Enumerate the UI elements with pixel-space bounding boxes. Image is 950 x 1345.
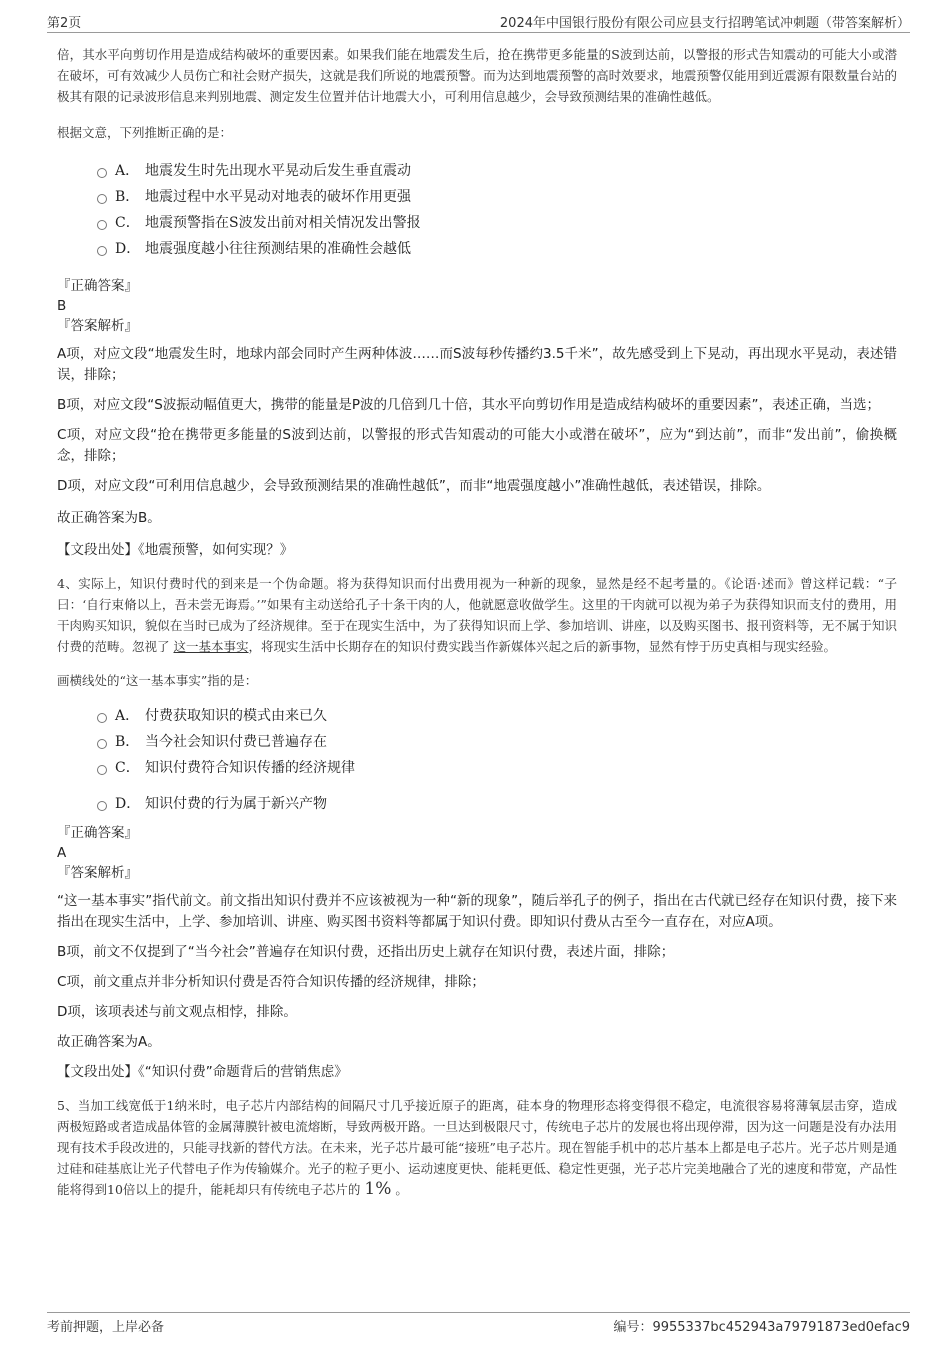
q4-analysis-intro: “这一基本事实”指代前文。前文指出知识付费并不应该被视为一种“新的现象”，随后举孔子的例子，指出在古代就已经存在知识付费，接下来指出在现实生活中，上学、参加培训、讲座、购买图书资料等都属于知识付费。即知识付费从古至今一直存在，对应A项。 (57, 893, 897, 930)
q3-options (57, 158, 897, 262)
q4-option-d[interactable] (57, 791, 897, 817)
q4-option-a[interactable] (57, 703, 897, 729)
q4-analysis-label: 『答案解析』 (57, 865, 138, 881)
q4-answer-label: 『正确答案』 (57, 825, 138, 841)
q5-passage-text: 5、当加工线宽低于1纳米时，电子芯片内部结构的间隔尺寸几乎接近原子的距离，硅本身的物理形态将变得很不稳定，电流很容易将薄氧层击穿，造成两极短路或者造成晶体管的金属薄膜针被电流熔断，导致两极开路。一旦达到极限尺寸，传统电子芯片的发展也将出现停滞，因为这一问题是没有办法用现有技术手段改进的，只能寻找新的替代方法。在未来，光子芯片最可能“接班”电子芯片。现在智能手机中的芯片基本上都是电子芯片。光子芯片则是通过硅和硅基底让光子代替电子作为传输媒介。光子的粒子更小、运动速度更快、能耗更低、稳定性更强，光子芯片完美地融合了光的速度和带宽，产品性能将得到10倍以上的提升，能耗却只有传统电子芯片的 (57, 1098, 897, 1197)
q3-option-b[interactable] (57, 184, 897, 210)
q4-analysis-d: D项，该项表述与前文观点相悖，排除。 (57, 1004, 297, 1020)
q4-analysis-c: C项，前文重点并非分析知识付费是否符合知识传播的经济规律，排除； (57, 974, 485, 990)
radio-button[interactable] (97, 739, 107, 749)
q4-passage (57, 573, 897, 657)
page-content (57, 44, 897, 1200)
q3-answer-label: 『正确答案』 (57, 278, 138, 294)
q4-stem: 画横线处的“这一基本事实”指的是： (57, 673, 258, 688)
q5-period: 。 (395, 1182, 408, 1197)
q4-option-b[interactable] (57, 729, 897, 755)
q3-analysis-d: D项，对应文段“可利用信息越少，会导致预测结果的准确性越低”，而非“地震强度越小”准确性越低，表述错误，排除。 (57, 478, 771, 494)
q3-source: 【文段出处】《地震预警，如何实现？》 (57, 542, 294, 558)
q3-conclusion: 故正确答案为B。 (57, 510, 161, 526)
option-label: C． (115, 760, 140, 776)
option-label: D． (115, 241, 141, 257)
radio-button[interactable] (97, 246, 107, 256)
q4-conclusion: 故正确答案为A。 (57, 1034, 161, 1050)
option-text: 地震强度越小往往预测结果的准确性会越低 (145, 241, 411, 257)
radio-button[interactable] (97, 765, 107, 775)
q4-underlined-phrase: 这一基本事实 (173, 639, 249, 654)
q3-option-d[interactable] (57, 236, 897, 262)
radio-button[interactable] (97, 801, 107, 811)
option-label: D． (115, 796, 141, 812)
page-footer (47, 1312, 910, 1337)
q4-option-c[interactable] (57, 755, 897, 781)
q3-stem: 根据文意，下列推断正确的是： (57, 125, 233, 140)
option-text: 地震过程中水平晃动对地表的破坏作用更强 (145, 189, 411, 205)
q4-answer: A (57, 845, 67, 861)
option-text: 付费获取知识的模式由来已久 (145, 708, 327, 724)
option-text: 地震预警指在S波发出前对相关情况发出警报 (145, 215, 421, 231)
page-header (47, 10, 910, 33)
radio-button[interactable] (97, 713, 107, 723)
document-title: 2024年中国银行股份有限公司应县支行招聘笔试冲刺题（带答案解析） (499, 16, 910, 31)
q3-option-a[interactable] (57, 158, 897, 184)
radio-button[interactable] (97, 220, 107, 230)
option-label: C． (115, 215, 140, 231)
q4-passage-after: ，将现实生活中长期存在的知识付费实践当作新媒体兴起之后的新事物，显然有悖于历史真相与现实经验。 (248, 639, 837, 654)
option-label: A． (115, 163, 140, 179)
q4-options (57, 703, 897, 817)
q4-analysis-b: B项，前文不仅提到了“当今社会”普遍存在知识付费，还指出历史上就存在知识付费，表述片面，排除； (57, 944, 675, 960)
q4-source: 【文段出处】《“知识付费”命题背后的营销焦虑》 (57, 1064, 348, 1080)
option-label: B． (115, 734, 140, 750)
q3-answer: B (57, 298, 67, 314)
radio-button[interactable] (97, 168, 107, 178)
option-label: B． (115, 189, 140, 205)
page-number: 第2页 (47, 16, 82, 31)
q4-passage-before: 4、实际上，知识付费时代的到来是一个伪命题。将为获得知识而付出费用视为一种新的现象，显然是经不起考量的。《论语·述而》曾这样记载：“子曰：‘自行束脩以上，吾未尝无诲焉。’”如果有主动送给孔子十条干肉的人，他就愿意收做学生。这里的干肉就可以视为弟子为获得知识而支付的费用，用干肉购买知识，貌似在当时已成为了经济规律。至于在现实生活中，为了获得知识而上学、参加培训、讲座，以及购买图书、报刊资料等，无不属于知识付费的范畴。忽视了 (57, 576, 897, 654)
radio-button[interactable] (97, 194, 107, 204)
q5-percent: 1% (364, 1179, 392, 1199)
option-text: 当今社会知识付费已普遍存在 (145, 734, 327, 750)
q5-passage (57, 1095, 897, 1200)
q3-option-c[interactable] (57, 210, 897, 236)
footer-slogan: 考前押题，上岸必备 (47, 1320, 165, 1335)
q3-analysis-c: C项，对应文段“抢在携带更多能量的S波到达前，以警报的形式告知震动的可能大小或潜在破坏”，应为“到达前”，而非“发出前”，偷换概念，排除； (57, 427, 897, 464)
q3-analysis-a: A项，对应文段“地震发生时，地球内部会同时产生两种体波……而S波每秒传播约3.5千米”，故先感受到上下晃动，再出现水平晃动，表述错误，排除； (57, 346, 897, 383)
option-text: 知识付费符合知识传播的经济规律 (145, 760, 355, 776)
option-text: 地震发生时先出现水平晃动后发生垂直震动 (145, 163, 411, 179)
q3-analysis-label: 『答案解析』 (57, 318, 138, 334)
option-text: 知识付费的行为属于新兴产物 (145, 796, 327, 812)
q3-analysis-b: B项，对应文段“S波振动幅值更大，携带的能量是P波的几倍到几十倍，其水平向剪切作用是造成结构破坏的重要因素”，表述正确，当选； (57, 397, 880, 413)
option-label: A． (115, 708, 140, 724)
q3-passage: 倍，其水平向剪切作用是造成结构破坏的重要因素。如果我们能在地震发生后，抢在携带更多能量的S波到达前，以警报的形式告知震动的可能大小或潜在破坏，可有效减少人员伤亡和社会财产损失，这就是我们所说的地震预警。而为达到地震预警的高时效要求，地震预警仅能用到近震源有限数量台站的极其有限的记录波形信息来判别地震、测定发生位置并估计地震大小，可利用信息越少，会导致预测结果的准确性越低。 (57, 47, 897, 104)
document-id: 编号：9955337bc452943a79791873ed0efac9 (613, 1320, 910, 1335)
